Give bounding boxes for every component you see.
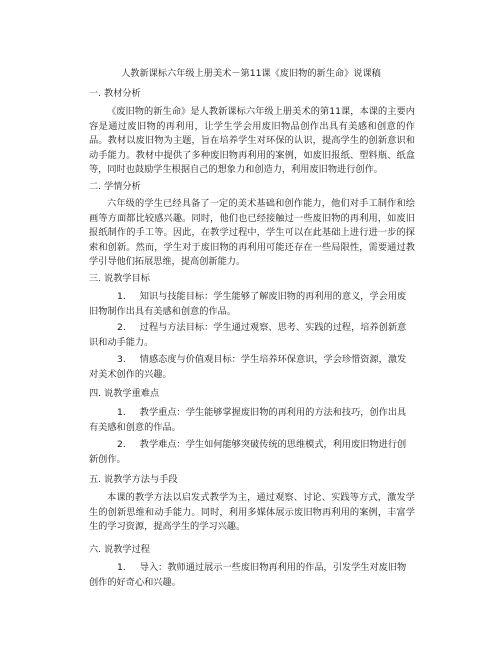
list-item — [89, 438, 415, 467]
section-heading-methods: 五. 说教学方法与手段 — [89, 474, 178, 485]
section-paragraph-student-analysis: 六年级的学生已经具备了一定的美术基础和创作能力，他们对手工制作和绘画等方面都比较感兴趣。同时，他们也已经接触过一些废旧物的再利用，如废旧报纸制作的手工等。因此，在教学过程中，学生可以在此基础上进行进一步的探索和创新。然而，学生对于废旧物的再利用可能还存在一些局限性，需要通过教学引导他们拓展思维，提高创新能力。 — [89, 198, 415, 268]
list-item-number: 3. — [117, 354, 126, 365]
list-item — [89, 353, 415, 382]
list-item-number: 2. — [117, 439, 126, 450]
section-heading-key-points: 四. 说教学重难点 — [89, 388, 160, 399]
list-item — [89, 321, 415, 350]
section-heading-student-analysis: 二. 学情分析 — [89, 181, 141, 192]
section-heading-process: 六. 说教学过程 — [89, 544, 150, 555]
list-item-text: 知识与技能目标：学生能够了解废旧物的再利用的意义，学会用废旧物制作出具有美感和创意的作品。 — [89, 291, 407, 317]
section-heading-teaching-goals: 三. 说教学目标 — [89, 273, 150, 284]
section-paragraph-textbook-analysis: 《废旧物的新生命》是人教新课标六年级上册美术的第11课，本课的主要内容是通过废旧物的再利用，让学生学会用废旧物品创作出具有美感和创意的作品。教材以废旧物为主题，旨在培养学生对环保的认识，提高学生的创新意识和动手能力。教材中提供了多种废旧物再利用的案例，如废旧报纸、塑料瓶、纸盒等，同时也鼓励学生根据自己的想象力和创造力，利用废旧物进行创作。 — [89, 106, 415, 176]
list-item — [89, 290, 415, 319]
section-paragraph-methods: 本课的教学方法以启发式教学为主，通过观察、讨论、实践等方式，激发学生的创新思维和动手能力。同时，利用多媒体展示废旧物再利用的案例，丰富学生的学习资源，提高学生的学习兴趣。 — [89, 492, 415, 533]
list-item — [89, 561, 415, 590]
list-item-text: 导入：教师通过展示一些废旧物再利用的作品，引发学生对废旧物创作的好奇心和兴趣。 — [89, 562, 407, 588]
document-title: 人教新课标六年级上册美术－第11课《废旧物的新生命》说课稿 — [121, 68, 381, 79]
list-item-text: 教学难点：学生如何能够突破传统的思维模式，利用废旧物进行创新创作。 — [89, 439, 407, 465]
list-item-number: 1. — [117, 407, 126, 418]
list-item-text: 情感态度与价值观目标：学生培养环保意识，学会珍惜资源，激发对美术创作的兴趣。 — [89, 354, 407, 380]
list-item-number: 2. — [117, 322, 126, 333]
list-item — [89, 406, 415, 435]
section-heading-textbook-analysis: 一. 教材分析 — [89, 88, 141, 99]
list-item-number: 1. — [117, 562, 126, 573]
list-item-text: 过程与方法目标：学生通过观察、思考、实践的过程，培养创新意识和动手能力。 — [89, 322, 407, 348]
list-item-text: 教学重点：学生能够掌握废旧物的再利用的方法和技巧，创作出具有美感和创意的作品。 — [89, 407, 407, 433]
list-item-number: 1. — [117, 291, 126, 302]
